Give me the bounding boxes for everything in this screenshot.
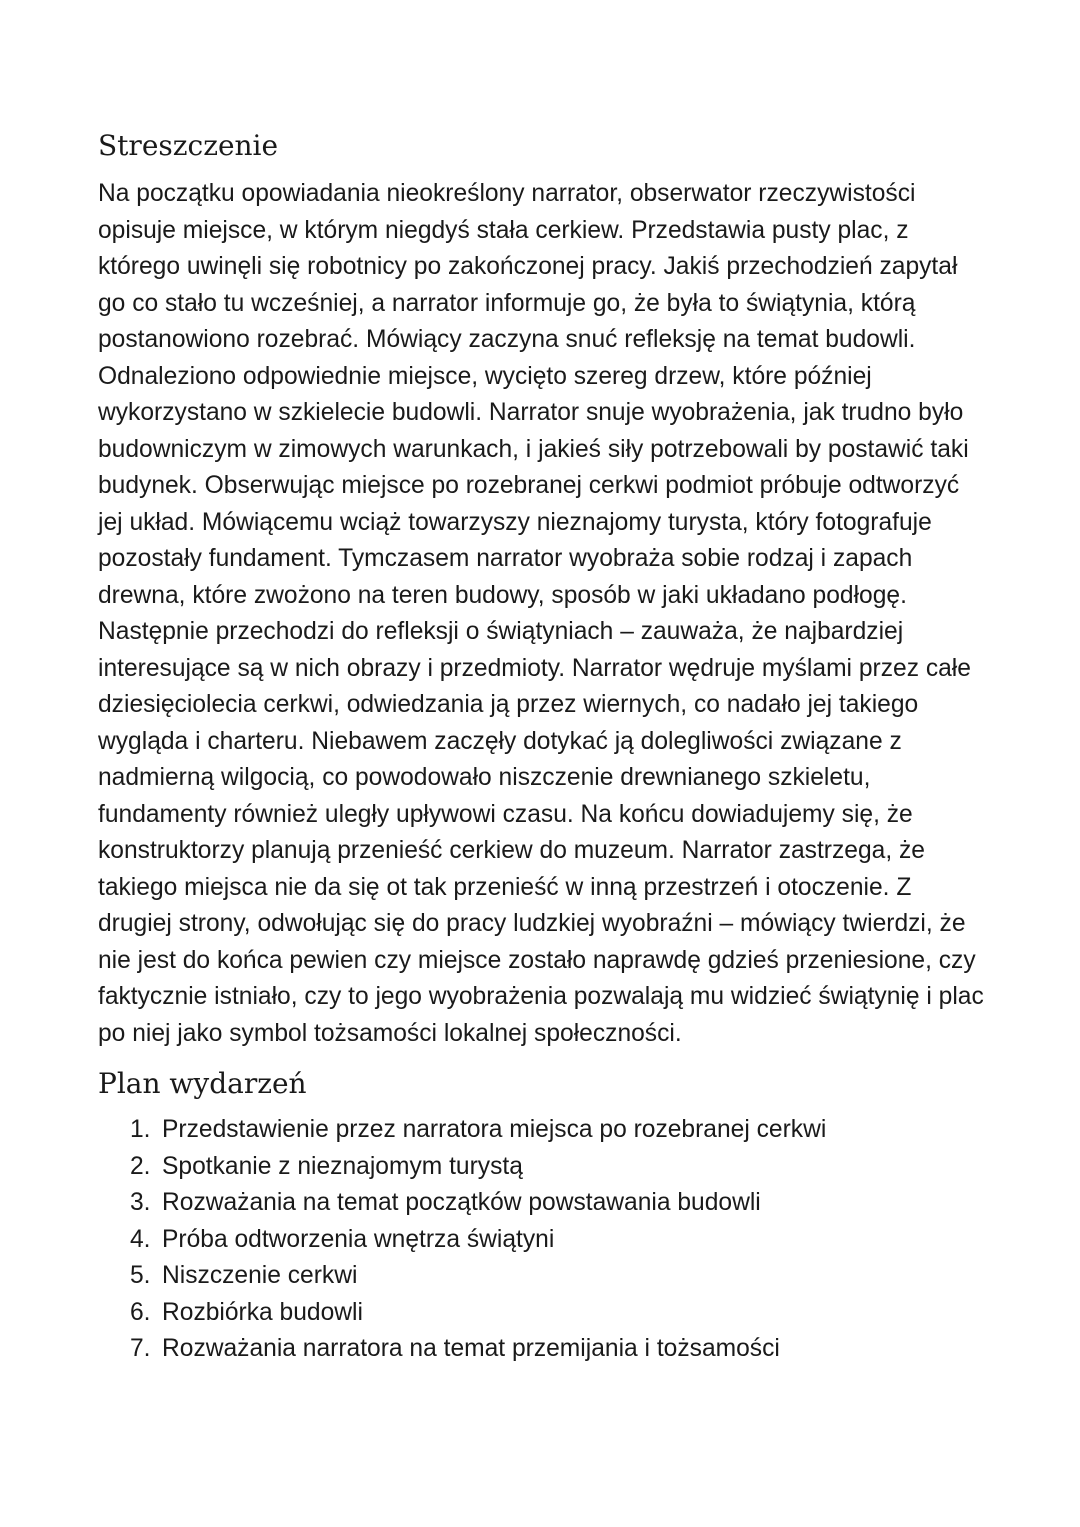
summary-line: konstruktorzy planują przenieść cerkiew do muzeum. Narrator zastrzega, że [98, 837, 925, 864]
list-item [98, 1331, 998, 1368]
list-item [98, 1295, 998, 1332]
list-item-number: 6. [130, 1298, 151, 1326]
list-item-number: 2. [130, 1152, 151, 1180]
summary-line: takiego miejsca nie da się ot tak przenieść w inną przestrzeń i otoczenie. Z [98, 873, 912, 901]
summary-line: nadmierną wilgocią, co powodowało niszczenie drewnianego szkieletu, [98, 764, 871, 791]
summary-line: pozostały fundament. Tymczasem narrator wyobraża sobie rodzaj i zapach [98, 545, 913, 572]
summary-line: postanowiono rozebrać. Mówiący zaczyna snuć refleksję na temat budowli. [98, 326, 916, 353]
list-item [98, 1112, 998, 1149]
list-item-number: 1. [130, 1116, 151, 1143]
summary-line: wykorzystano w szkielecie budowli. Narrator snuje wyobrażenia, jak trudno było [98, 399, 964, 426]
summary-line: Odnaleziono odpowiednie miejsce, wycięto szereg drzew, które później [98, 362, 872, 390]
summary-line: Następnie przechodzi do refleksji o świątyniach – zauważa, że najbardziej [98, 618, 904, 645]
list-item [98, 1222, 998, 1259]
summary-line: opisuje miejsce, w którym niegdyś stała cerkiew. Przedstawia pusty plac, z [98, 216, 909, 244]
summary-heading: Streszczenie [98, 129, 279, 162]
list-item-number: 7. [130, 1335, 151, 1362]
summary-line: fundamenty również uległy upływowi czasu. Na końcu dowiadujemy się, że [98, 800, 913, 828]
summary-line: interesujące są w nich obrazy i przedmioty. Narrator wędruje myślami przez całe [98, 654, 971, 682]
summary-line: go co stało tu wcześniej, a narrator informuje go, że była to świątynia, którą [98, 289, 916, 317]
list-item [98, 1185, 998, 1222]
summary-line: faktycznie istniało, czy to jego wyobrażenia pozwalają mu widzieć świątynię i plac [98, 983, 984, 1010]
summary-line: drugiej strony, odwołując się do pracy ludzkiej wyobraźni – mówiący twierdzi, że [98, 910, 966, 937]
list-item-text: Rozważania na temat początków powstawania budowli [162, 1189, 761, 1216]
plan-heading: Plan wydarzeń [98, 1067, 307, 1100]
summary-line: wygląda i charteru. Niebawem zaczęły dotykać ją dolegliwości związane z [98, 727, 902, 755]
summary-line: dziesięciolecia cerkwi, odwiedzania ją przez wiernych, co nadało jej takiego [98, 691, 919, 718]
list-item [98, 1149, 998, 1186]
summary-line: budowniczym w zimowych warunkach, i jakieś siły potrzebowali by postawić taki [98, 435, 969, 463]
document-page [98, 126, 998, 1368]
list-item-number: 5. [130, 1262, 151, 1289]
list-item-text: Rozbiórka budowli [162, 1298, 363, 1326]
list-item-text: Próba odtworzenia wnętrza świątyni [162, 1225, 555, 1253]
summary-line: drewna, które zwożono na teren budowy, sposób w jaki układano podłogę. [98, 581, 907, 609]
list-item-text: Przedstawienie przez narratora miejsca po rozebranej cerkwi [162, 1116, 827, 1143]
plan-list [98, 1112, 998, 1368]
summary-line: jej układ. Mówiącemu wciąż towarzyszy nieznajomy turysta, który fotografuje [98, 508, 932, 536]
list-item-text: Niszczenie cerkwi [162, 1262, 358, 1289]
list-item-number: 3. [130, 1189, 151, 1216]
list-item-text: Rozważania narratora na temat przemijania i tożsamości [162, 1335, 780, 1362]
summary-line: którego uwinęli się robotnicy po zakończonej pracy. Jakiś przechodzień zapytał [98, 253, 958, 280]
summary-line: po niej jako symbol tożsamości lokalnej społeczności. [98, 1019, 682, 1047]
list-item [98, 1258, 998, 1295]
summary-line: budynek. Obserwując miejsce po rozebranej cerkwi podmiot próbuje odtworzyć [98, 472, 960, 499]
list-item-text: Spotkanie z nieznajomym turystą [162, 1152, 523, 1180]
list-item-number: 4. [130, 1225, 151, 1253]
summary-line: nie jest do końca pewien czy miejsce zostało naprawdę gdzieś przeniesione, czy [98, 946, 976, 974]
summary-line: Na początku opowiadania nieokreślony narrator, obserwator rzeczywistości [98, 180, 916, 207]
summary-paragraph [98, 176, 998, 1052]
